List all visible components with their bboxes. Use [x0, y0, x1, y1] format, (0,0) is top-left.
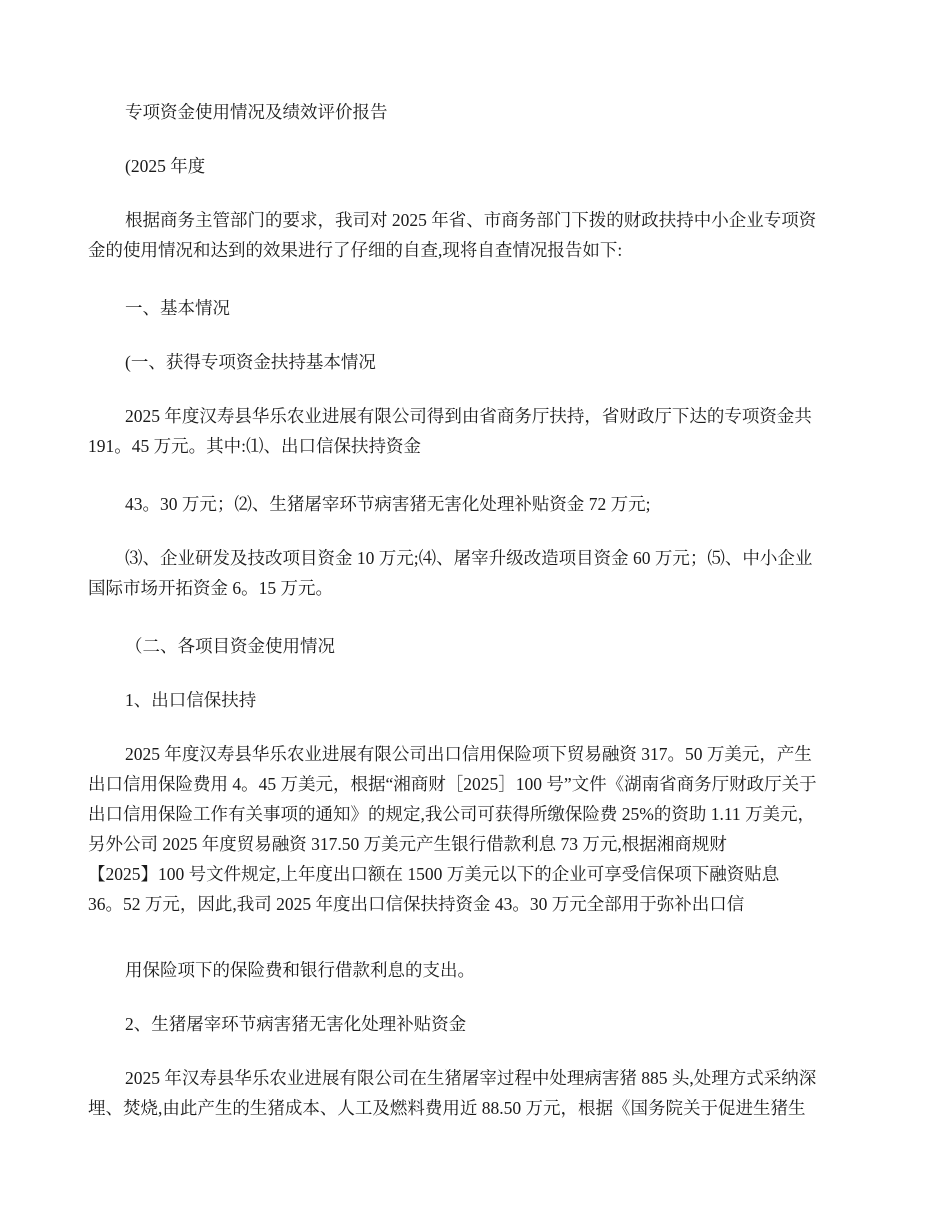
intro-paragraph — [88, 205, 868, 265]
section-heading-basic — [88, 293, 868, 323]
subsection-heading-line: (一、获得专项资金扶持基本情况 — [125, 352, 376, 372]
item1-tail-line: 用保险项下的保险费和银行借款利息的支出。 — [125, 960, 475, 980]
item2-line: 埋、焚烧,由此产生的生猪成本、人工及燃料费用近 88.50 万元，根据《国务院关于促进生猪生 — [88, 1098, 806, 1118]
item1-line: 另外公司 2025 年度贸易融资 317.50 万美元产生银行借款利息 73 万元,根据湘商规财 — [88, 834, 727, 854]
item1-tail — [88, 955, 868, 985]
year-line: (2025 年度 — [125, 156, 206, 176]
report-year — [88, 151, 868, 181]
title-line: 专项资金使用情况及绩效评价报告 — [125, 102, 388, 122]
subsection-heading-usage — [88, 631, 868, 661]
item1-line: 出口信用保险工作有关事项的通知》的规定,我公司可获得所缴保险费 25%的资助 1.11 万美元， — [88, 804, 816, 824]
item-heading-line: 1、出口信保扶持 — [125, 690, 257, 710]
subsection-heading-line: （二、各项目资金使用情况 — [125, 636, 335, 656]
intro-line: 根据商务主管部门的要求，我司对 2025 年省、市商务部门下拨的财政扶持中小企业专项资 — [125, 210, 817, 230]
document-title — [88, 97, 868, 127]
item2-paragraph — [88, 1063, 868, 1123]
item1-line: 【2025】100 号文件规定,上年度出口额在 1500 万美元以下的企业可享受信保项下融资贴息 — [88, 864, 780, 884]
item1-line: 36。52 万元，因此,我司 2025 年度出口信保扶持资金 43。30 万元全部用于弥补出口信 — [88, 894, 745, 914]
subsection-heading-funding — [88, 347, 868, 377]
item2-line: 2025 年汉寿县华乐农业进展有限公司在生猪屠宰过程中处理病害猪 885 头,处理方式采纳深 — [125, 1068, 817, 1088]
intro-line: 金的使用情况和达到的效果进行了仔细的自查,现将自查情况报告如下: — [88, 240, 623, 260]
section-heading-line: 一、基本情况 — [125, 298, 230, 318]
item2-heading — [88, 1009, 868, 1039]
funding-line: 191。45 万元。其中:⑴、出口信保扶持资金 — [88, 436, 421, 456]
item-heading-line: 2、生猪屠宰环节病害猪无害化处理补贴资金 — [125, 1014, 467, 1034]
funding-line: 43。30 万元；⑵、生猪屠宰环节病害猪无害化处理补贴资金 72 万元; — [125, 494, 651, 514]
funding-paragraph — [88, 401, 868, 461]
item1-paragraph — [88, 739, 868, 919]
item1-heading — [88, 685, 868, 715]
funding-paragraph-3 — [88, 543, 868, 603]
item1-line: 出口信用保险费用 4。45 万美元，根据“湘商财［2025］100 号”文件《湖南省商务厅财政厅关于 — [88, 774, 817, 794]
funding-line: 2025 年度汉寿县华乐农业进展有限公司得到由省商务厅扶持，省财政厅下达的专项资金共 — [125, 406, 812, 426]
funding-line: 国际市场开拓资金 6。15 万元。 — [88, 578, 333, 598]
funding-line: ⑶、企业研发及技改项目资金 10 万元;⑷、屠宰升级改造项目资金 60 万元；⑸、中小企业 — [125, 548, 813, 568]
funding-paragraph-2 — [88, 489, 868, 519]
item1-line: 2025 年度汉寿县华乐农业进展有限公司出口信用保险项下贸易融资 317。50 万美元，产生 — [125, 744, 812, 764]
